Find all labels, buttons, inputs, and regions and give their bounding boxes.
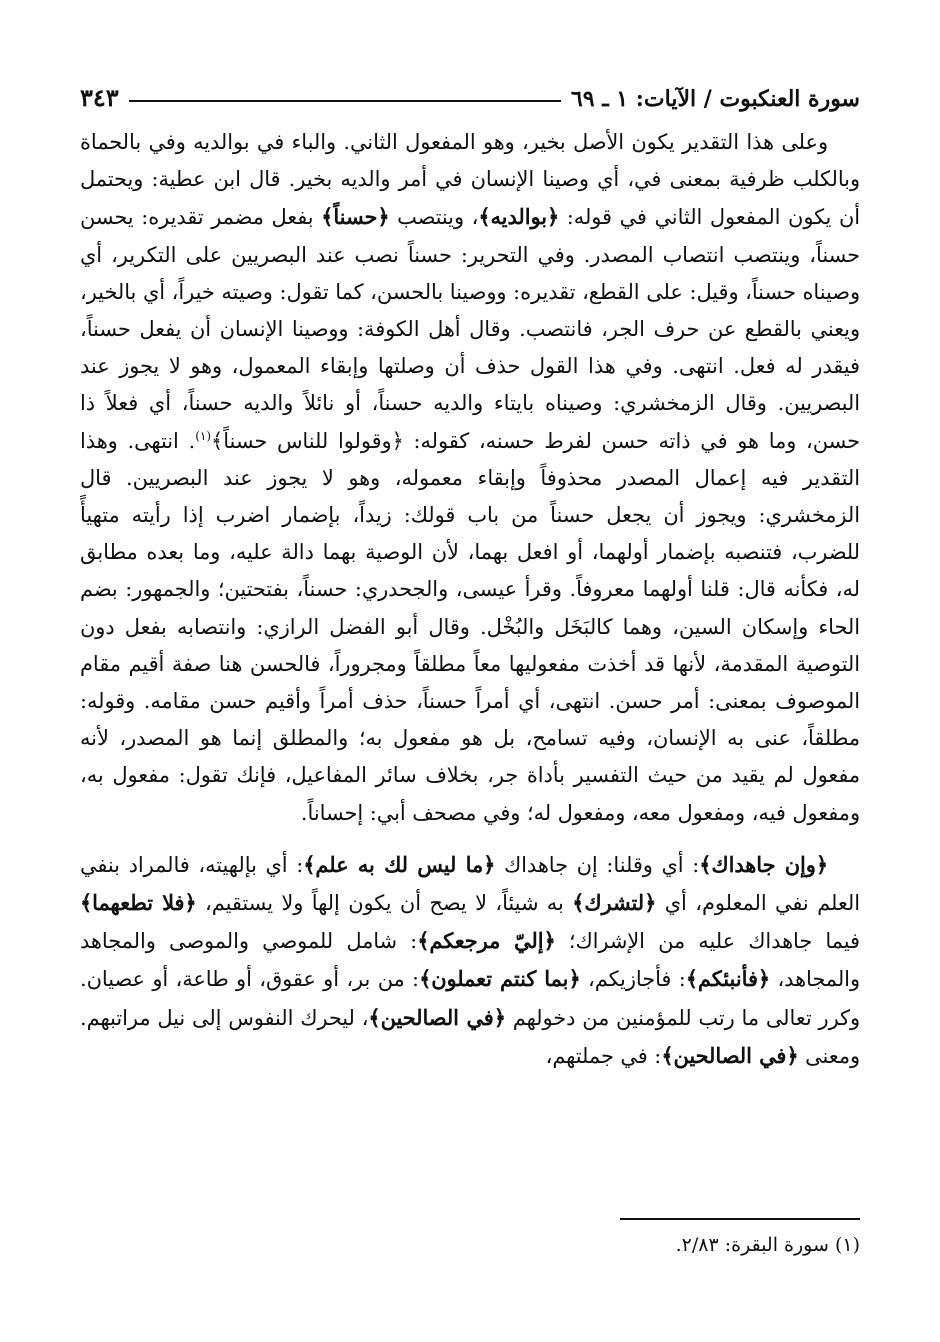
quran-quote: ﴿ما ليس لك به علم﴾ [303, 851, 496, 877]
header-rule [129, 100, 561, 102]
text-run: . انتهى. وهذا التقدير فيه إعمال المصدر محذوفاً وإبقاء معموله، وهو لا يجوز عند البصريين. قال الزمخشري: ويجوز أن يجعل حسناً من باب قولك: زيداً، بإضمار اضرب إذا رأيته متهيأً للضرب، فتنصبه بإضمار أولهما، أو افعل بهما، لأن الوصية بهما دالة عليه، وما بعده مطابق له، فكأنه قال: قلنا أولهما معروفاً. وقرأ عيسى، والجحدري: حسناً، بفتحتين؛ والجمهور: بضم الحاء وإسكان السين، وهما كالبَخَل والبُخْل. وقال أبو الفضل الرازي: وانتصابه بفعل دون التوصية المقدمة، لأنها قد أخذت مفعوليها معاً مطلقاً ومجروراً، فالحسن هنا صفة أقيم مقام الموصوف بمعنى: أمر حسن. انتهى، أي أمراً حسناً، حذف أمراً وأقيم حسن مقامه. وقوله: مطلقاً، عنى به الإنسان، وفيه تسامح، بل هو مفعول به؛ والمطلق إنما هو المصدر، لأنه مفعول لم يقيد من حيث التفسير بأداة جر، بخلاف سائر المفاعيل، فإنك تقول: مفعول به، ومفعول فيه، ومفعول معه، ومفعول له؛ وفي مصحف أبي: إحساناً. [80, 428, 860, 825]
quran-quote: ﴿بوالديه﴾ [478, 204, 560, 230]
text-run: بفعل مضمر تقديره: يحسن حسناً، وينتصب انتصاب المصدر. وفي التحرير: حسناً نصب عند البصريين على التكرير، أي وصيناه حسناً، وقيل: على القطع، تقديره: ووصينا بالحسن، كما تقول: وصيته خيراً، أي بالخير، ويعني بالقطع عن حرف الجر، فانتصب. وقال أهل الكوفة: ووصينا الإنسان أن يفعل حسناً، فيقدر له فعل. انتهى. وفي هذا القول حذف أن وصلتها وإبقاء المعمول، وهو لا يجوز عند البصريين. وقال الزمخشري: وصيناه بايتاء والديه حسناً، أو نائلاً والديه حسناً، أي فعلاً ذا حسن، وما هو في ذاته حسن لفرط حسنه، كقوله: [80, 205, 860, 453]
paragraph-2 [80, 846, 860, 1075]
text-run: : أي بإلهيته، فالمراد بنفي العلم نفي المعلوم، أي [80, 852, 860, 916]
text-run: : من بر، أو عقوق، أو طاعة، أو عصيان. وكرر تعالى ما رتب للمؤمنين من دخولهم [80, 967, 860, 1030]
text-run: وعلى هذا التقدير يكون الأصل بخير، وهو المفعول الثاني. والباء في بوالديه وفي بالحماة وبالكلب ظرفية بمعنى في، أي وصينا الإنسان في أمر والديه بخير. قال ابن عطية: ويحتمل أن يكون المفعول الثاني في قوله: [80, 130, 860, 230]
quran-quote: ﴿وقولوا للناس حسناً﴾ [211, 428, 404, 453]
quran-quote: ﴿في الصالحين﴾ [368, 1004, 506, 1030]
quran-quote: ﴿إليّ مرجعكم﴾ [417, 928, 556, 954]
text-run: به شيئاً، لا يصح أن يكون إلهاً ولا يستقيم، [196, 891, 573, 916]
page-header [80, 72, 860, 112]
text-run: : شامل للموصي والموصى والمجاهد والمجاهد، [80, 929, 860, 992]
page-number: ٣٤٣ [80, 83, 119, 112]
quran-quote: ﴿في الصالحين﴾ [661, 1042, 799, 1068]
text-run: : فأجازيكم، [580, 967, 686, 992]
quran-quote: ﴿بما كنتم تعملون﴾ [419, 966, 581, 992]
text-run: ، ليحرك النفوس إلى نيل مراتبهم. ومعنى [80, 1005, 860, 1068]
paragraph-1 [80, 124, 860, 832]
running-title: سورة العنكبوت / الآيات: ١ ـ ٦٩ [570, 86, 860, 112]
footnote-rule [620, 1218, 860, 1220]
main-text [80, 124, 860, 1075]
footnote-reference: (١) [195, 428, 212, 443]
quran-quote: ﴿وإن جاهداك﴾ [699, 851, 829, 877]
quran-quote: ﴿فأنبئكم﴾ [685, 966, 771, 992]
quran-quote: ﴿فلا تطعهما﴾ [80, 890, 197, 916]
text-run: : أي وقلنا: إن جاهداك [495, 852, 700, 877]
text-run: ، وينتصب [389, 205, 479, 230]
text-run: فيما جاهداك عليه من الإشراك؛ [555, 929, 861, 954]
quran-quote: ﴿حسناً﴾ [321, 204, 390, 230]
footnote: (١) سورة البقرة: ٢/٨٣. [675, 1234, 860, 1256]
text-run: : في جملتهم، [545, 1043, 662, 1068]
quran-quote: ﴿لتشرك﴾ [572, 890, 657, 916]
